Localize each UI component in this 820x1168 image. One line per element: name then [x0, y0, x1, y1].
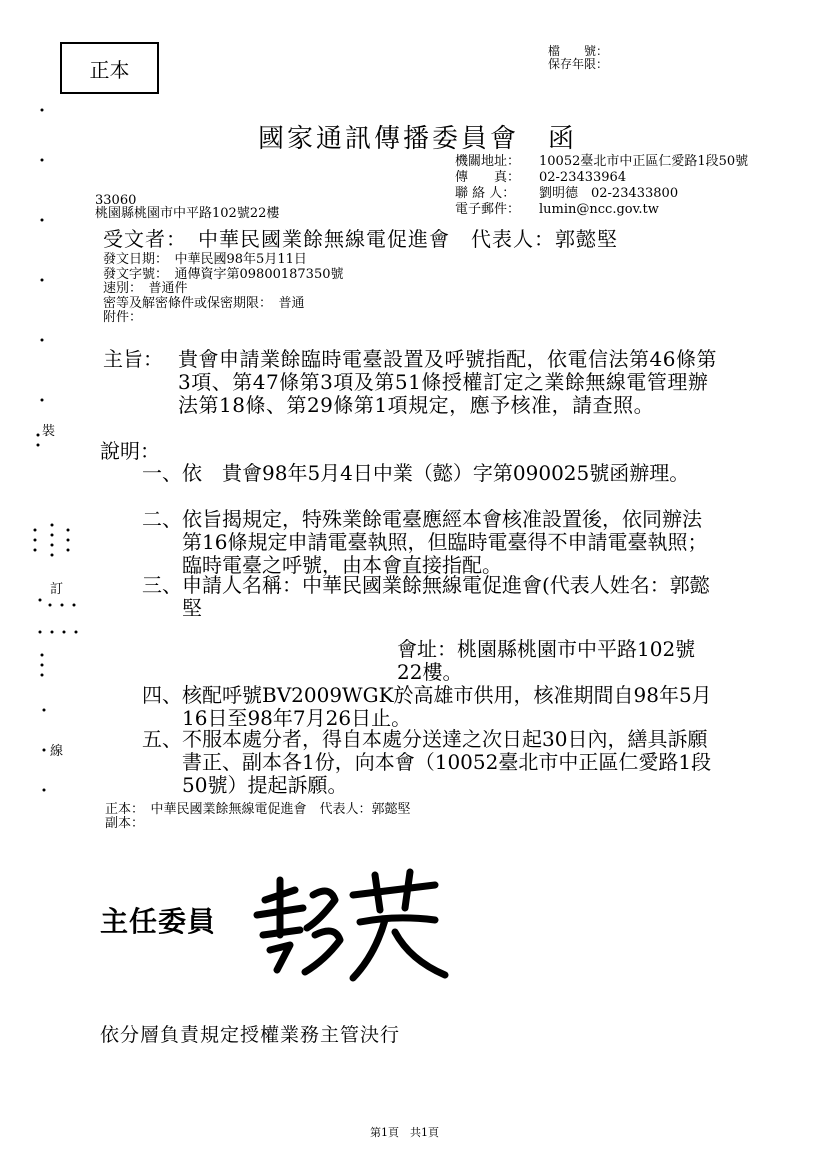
explanation-item: 五、 不服本處分者，得自本處分送達之次日起30日內，繕具訴願書正、副本各1份，向本會（10052臺北市中正區仁愛路1段50號）提起訴願。 — [142, 727, 712, 797]
document-meta — [103, 253, 343, 326]
document-title: 國家通訊傳播委員會 函 — [258, 124, 578, 154]
agency-row: 聯 絡 人： 劉明德 02-23433800 — [455, 186, 679, 201]
file-number: 檔 號： — [548, 44, 609, 58]
attachments: 附件： — [103, 310, 143, 325]
priority: 速別： 普通件 — [103, 281, 188, 296]
explanation-item: 三、 申請人名稱：中華民國業餘無線電促進會(代表人姓名：郭懿堅 — [142, 573, 710, 620]
agency-row: 傳 真： 02-23433964 — [455, 170, 627, 185]
explanation-item: 二、 依旨揭規定，特殊業餘電臺應經本會核准設置後，依同辦法第16條規定申請電臺執照，但臨時電臺得不申請電臺執照；臨時電臺之呼號，由本會直接指配。 — [142, 507, 708, 577]
explanation-item: 會址：桃園縣桃園市中平路102號22樓。 — [397, 637, 696, 684]
agency-row: 機關地址： 10052臺北市中正區仁愛路1段50號 — [455, 154, 749, 169]
recipient-address — [95, 194, 279, 220]
explanation-label: 說明： — [100, 439, 160, 463]
authority-note: 依分層負責規定授權業務主管決行 — [100, 1024, 401, 1046]
director-title: 主任委員 — [100, 905, 217, 938]
explanation-item: 四、 核配呼號BV2009WGK於高雄市供用，核准期間自98年5月16日至98年7月26日止。 — [142, 683, 712, 730]
explanation-item: 一、 依 貴會98年5月4日中業（懿）字第090025號函辦理。 — [142, 461, 690, 485]
address-line: 桃園縣桃園市中平路102號22樓 — [95, 206, 280, 221]
issue-date: 發文日期： 中華民國98年5月11日 — [103, 252, 307, 267]
subject-text: 貴會申請業餘臨時電臺設置及呼號指配，依電信法第46條第3項、第47條第3項及第51條授權訂定之業餘無線電管理辦法第18條、第29條第1項規定，應予核准，請查照。 — [178, 347, 717, 417]
subject-label: 主旨： — [103, 347, 163, 371]
binding-mark-top: 裝 — [42, 424, 56, 439]
page-number: 第1頁 共1頁 — [370, 1126, 439, 1139]
distribution — [105, 803, 411, 831]
binding-mark-middle: 訂 — [50, 582, 64, 597]
binding-mark-bottom: 線 — [50, 744, 64, 759]
agency-row: 電子郵件： lumin@ncc.gov.tw — [455, 202, 659, 217]
agency-contact — [455, 154, 748, 218]
retention-period: 保存年限： — [548, 57, 609, 71]
document-number: 發文字號： 通傳資字第09800187350號 — [103, 266, 344, 282]
archive-info — [548, 45, 608, 71]
classification: 密等及解密條件或保密期限： 普通 — [103, 295, 305, 311]
duplicate-recipient: 副本： — [105, 816, 145, 831]
zip-code: 33060 — [95, 193, 137, 208]
recipient: 受文者： 中華民國業餘無線電促進會 代表人：郭懿堅 — [103, 227, 618, 251]
binding-dotted-line — [30, 100, 90, 800]
original-copy-stamp: 正本 — [60, 42, 159, 94]
signature-image — [235, 860, 455, 990]
original-recipient: 正本： 中華民國業餘無線電促進會 代表人：郭懿堅 — [105, 802, 411, 817]
